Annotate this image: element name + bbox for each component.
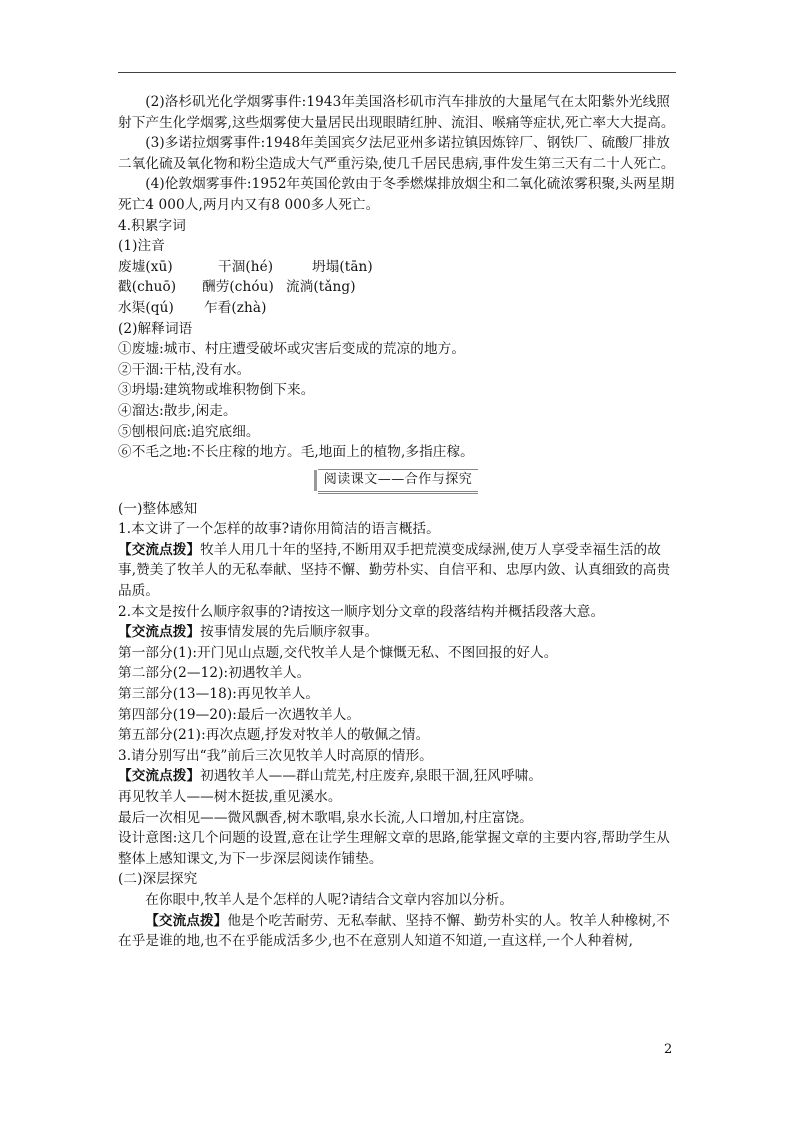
section1-heading: (一)整体感知 xyxy=(118,500,198,517)
answer-3-line: 最后一次相见——微风飘香,树木歌唱,泉水长流,人口增加,村庄富饶。 xyxy=(118,809,533,826)
explain-item: ③坍塌:建筑物或堆积物倒下来。 xyxy=(118,382,315,399)
paragraph-london-smog: (4)伦敦烟雾事件:1952年英国伦敦由于冬季燃煤排放烟尘和二氧化硫浓雾积聚,头两星期死亡4 000人,两月内又有8 000多人死亡。 xyxy=(118,176,675,213)
part-item: 第三部分(13—18):再见牧羊人。 xyxy=(118,686,320,703)
explain-item: ⑤刨根问底:追究底细。 xyxy=(118,423,260,440)
design-intent: 设计意图:这几个问题的设置,意在让学生理解文章的思路,能掌握文章的主要内容,帮助学生从整体上感知课文,为下一步深层阅读作铺垫。 xyxy=(118,830,670,867)
question-2: 2.本文是按什么顺序叙事的?请按这一顺序划分文章的段落结构并概括段落大意。 xyxy=(118,603,605,620)
pinyin-item: 流淌(tǎng) xyxy=(286,279,356,296)
explain-item: ④溜达:散步,闲走。 xyxy=(118,402,237,419)
answer-text: 他是个吃苦耐劳、无私奉献、坚持不懈、勤劳朴实的人。牧羊人种橡树,不在乎是谁的地,也不在乎能成活多少,也不在意别人知道不知道,一直这样,一个人种着树, xyxy=(118,912,670,950)
answer-label: 【交流点拨】 xyxy=(145,912,228,929)
answer-3 xyxy=(118,766,678,787)
header-rule xyxy=(118,72,676,73)
part-item: 第五部分(21):再次点题,抒发对牧羊人的敬佩之情。 xyxy=(118,727,430,744)
answer-3-line: 再见牧羊人——树木挺拔,重见溪水。 xyxy=(118,789,342,805)
banner-title: 阅读课文——合作与探究 xyxy=(318,469,479,494)
answer-label: 【交流点拨】 xyxy=(118,624,201,641)
explain-item: ⑥不毛之地:不长庄稼的地方。毛,地面上的植物,多指庄稼。 xyxy=(118,444,474,461)
pinyin-row-1 xyxy=(118,257,678,278)
question-deep: 在你眼中,牧羊人是个怎样的人呢?请结合文章内容加以分析。 xyxy=(145,891,514,908)
page-number: 2 xyxy=(664,1042,673,1057)
answer-text: 初遇牧羊人——群山荒芜,村庄废弃,泉眼干涸,狂风呼啸。 xyxy=(200,768,543,785)
explain-heading: (2)解释词语 xyxy=(118,320,193,337)
part-item: 第一部分(1):开门见山点题,交代牧羊人是个慷慨无私、不图回报的好人。 xyxy=(118,644,558,661)
question-3: 3.请分别写出“我”前后三次见牧羊人时高原的情形。 xyxy=(118,747,433,764)
explain-item: ①废墟:城市、村庄遭受破坏或灾害后变成的荒凉的地方。 xyxy=(118,341,466,358)
section-banner xyxy=(118,467,678,497)
pinyin-item: 戳(chuō) xyxy=(118,279,177,296)
answer-label: 【交流点拨】 xyxy=(118,768,201,785)
answer-2 xyxy=(118,622,678,643)
explain-item: ②干涸:干枯,没有水。 xyxy=(118,361,251,378)
paragraph-la-smog: (2)洛杉矶光化学烟雾事件:1943年美国洛杉矶市汽车排放的大量尾气在太阳紫外光线照射下产生化学烟雾,这些烟雾使大量居民出现眼睛红肿、流泪、喉痛等症状,死亡率大大提高。 xyxy=(118,94,675,131)
answer-deep xyxy=(118,911,678,952)
pinyin-row-3 xyxy=(118,298,678,319)
part-item: 第四部分(19—20):最后一次遇牧羊人。 xyxy=(118,706,361,723)
pinyin-row-2 xyxy=(118,277,678,298)
answer-text: 牧羊人用几十年的坚持,不断用双手把荒漠变成绿洲,使万人享受幸福生活的故事,赞美了牧羊人的无私奉献、坚持不懈、勤劳朴实、自信平和、忠厚内敛、认真细致的高贵品质。 xyxy=(118,541,671,600)
pinyin-item: 水渠(qú) xyxy=(118,299,174,316)
pinyin-heading: (1)注音 xyxy=(118,238,165,255)
answer-label: 【交流点拨】 xyxy=(118,541,201,558)
part-item: 第二部分(2—12):初遇牧羊人。 xyxy=(118,665,311,682)
question-1: 1.本文讲了一个怎样的故事?请你用简洁的语言概括。 xyxy=(118,521,440,538)
pinyin-item: 酬劳(chóu) xyxy=(202,279,274,296)
pinyin-item: 坍塌(tān) xyxy=(312,258,373,275)
document-body xyxy=(118,92,678,952)
pinyin-item: 乍看(zhà) xyxy=(204,299,267,316)
vocab-heading: 4.积累字词 xyxy=(118,217,186,234)
answer-text: 按事情发展的先后顺序叙事。 xyxy=(200,624,379,641)
section2-heading: (二)深层探究 xyxy=(118,871,198,888)
paragraph-donora-smog: (3)多诺拉烟雾事件:1948年美国宾夕法尼亚州多诺拉镇因炼锌厂、钢铁厂、硫酸厂排放二氧化硫及氧化物和粉尘造成大气严重污染,使几千居民患病,事件发生第三天有二十人死亡。 xyxy=(118,135,675,172)
pinyin-item: 废墟(xū) xyxy=(118,258,173,275)
answer-1 xyxy=(118,540,678,602)
pinyin-item: 干涸(hé) xyxy=(218,258,274,275)
